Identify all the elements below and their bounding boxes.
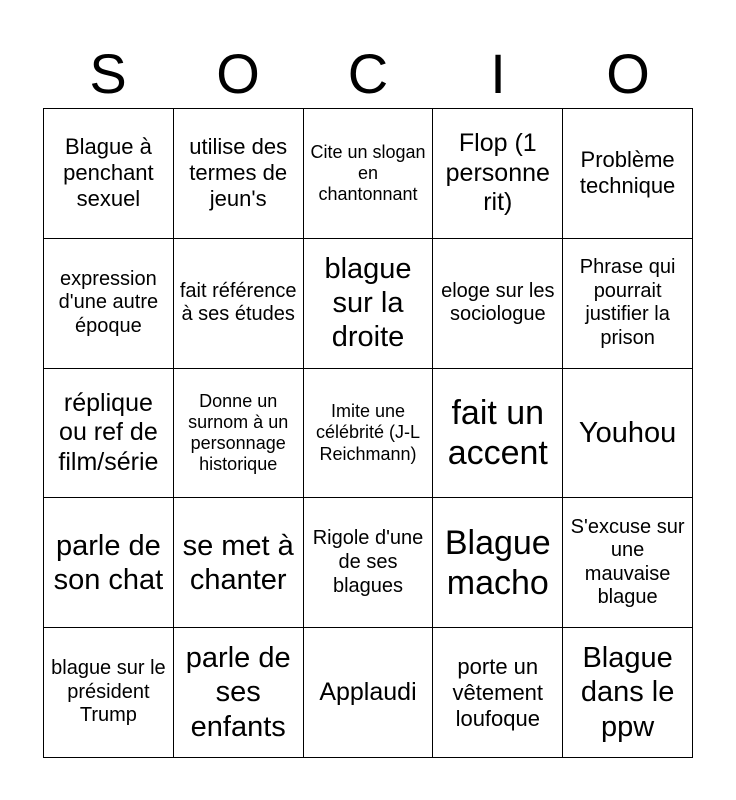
bingo-cell-r3-c4[interactable]: fait un accent (433, 369, 563, 499)
header-letter-i: I (490, 42, 506, 105)
bingo-cell-r5-c1[interactable]: blague sur le président Trump (44, 628, 174, 758)
bingo-cell-r3-c5[interactable]: Youhou (563, 369, 693, 499)
header-letter-c: C (347, 42, 389, 105)
bingo-cell-r2-c4[interactable]: eloge sur les sociologue (433, 239, 563, 369)
bingo-cell-r2-c1[interactable]: expression d'une autre époque (44, 239, 174, 369)
bingo-cell-r3-c2[interactable]: Donne un surnom à un personnage historique (174, 369, 304, 499)
bingo-cell-r2-c5[interactable]: Phrase qui pourrait justifier la prison (563, 239, 693, 369)
bingo-cell-r5-c2[interactable]: parle de ses enfants (174, 628, 304, 758)
bingo-header (43, 40, 693, 108)
bingo-cell-r4-c1[interactable]: parle de son chat (44, 498, 174, 628)
bingo-cell-r5-c5[interactable]: Blague dans le ppw (563, 628, 693, 758)
bingo-cell-r3-c1[interactable]: réplique ou ref de film/série (44, 369, 174, 499)
bingo-cell-r4-c5[interactable]: S'excuse sur une mauvaise blague (563, 498, 693, 628)
bingo-cell-r4-c3[interactable]: Rigole d'une de ses blagues (304, 498, 434, 628)
bingo-board (43, 108, 693, 758)
bingo-cell-r5-c3[interactable]: Applaudi (304, 628, 434, 758)
bingo-cell-r5-c4[interactable]: porte un vêtement loufoque (433, 628, 563, 758)
bingo-cell-r1-c3[interactable]: Cite un slogan en chantonnant (304, 109, 434, 239)
bingo-cell-r4-c4[interactable]: Blague macho (433, 498, 563, 628)
bingo-cell-r2-c3[interactable]: blague sur la droite (304, 239, 434, 369)
bingo-cell-r1-c2[interactable]: utilise des termes de jeun's (174, 109, 304, 239)
header-letter-o-1: O (216, 42, 260, 105)
header-letter-o-2: O (606, 42, 650, 105)
bingo-cell-r2-c2[interactable]: fait référence à ses études (174, 239, 304, 369)
bingo-cell-r3-c3[interactable]: Imite une célébrité (J-L Reichmann) (304, 369, 434, 499)
header-letter-s: S (89, 42, 127, 105)
bingo-cell-r1-c5[interactable]: Problème technique (563, 109, 693, 239)
bingo-cell-r1-c4[interactable]: Flop (1 personne rit) (433, 109, 563, 239)
bingo-cell-r1-c1[interactable]: Blague à penchant sexuel (44, 109, 174, 239)
bingo-cell-r4-c2[interactable]: se met à chanter (174, 498, 304, 628)
